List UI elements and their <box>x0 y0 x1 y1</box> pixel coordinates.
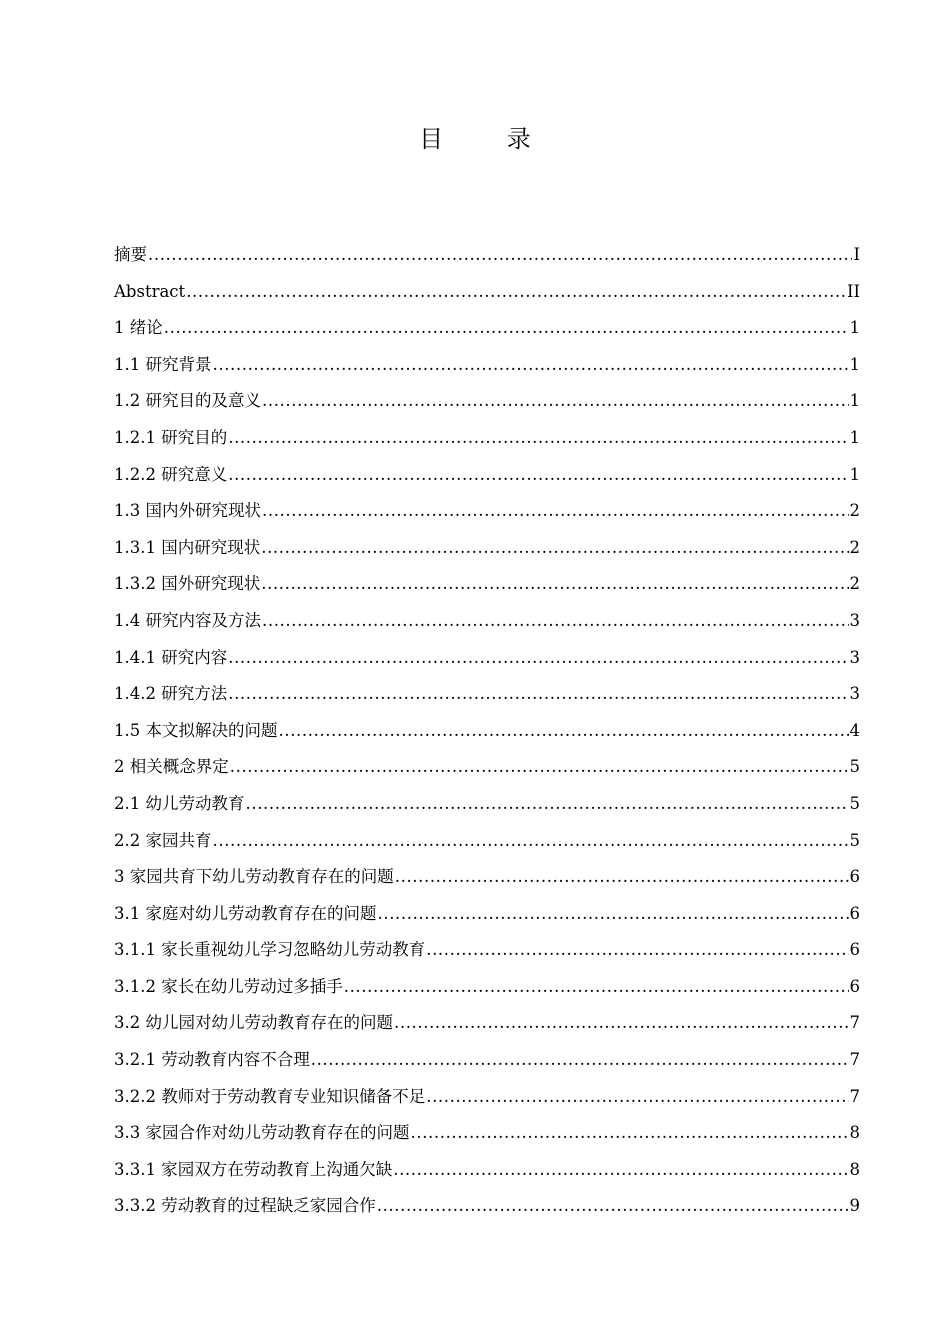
toc-entry-page-number: 7 <box>849 1013 860 1033</box>
toc-entry-label: 1.2 研究目的及意义 <box>114 391 261 411</box>
toc-entry-label: 1.4.1 研究内容 <box>114 647 228 667</box>
toc-dot-leader <box>148 240 852 270</box>
toc-entry[interactable] <box>114 899 860 936</box>
toc-entry[interactable] <box>114 1118 860 1155</box>
toc-entry-label: 1.2.2 研究意义 <box>114 464 228 484</box>
toc-entry-page-number: I <box>853 245 860 264</box>
toc-dot-leader <box>344 972 849 1002</box>
toc-dot-leader <box>261 569 848 599</box>
toc-entry-page-number: 1 <box>849 354 860 374</box>
toc-entry-page-number: 6 <box>849 940 860 960</box>
toc-entry-label: 1.2.1 研究目的 <box>114 427 228 447</box>
toc-dot-leader <box>394 1008 849 1038</box>
toc-entry-page-number: 8 <box>849 1159 860 1179</box>
toc-entry-page-number: 1 <box>849 464 860 484</box>
toc-entry[interactable] <box>114 569 860 606</box>
toc-entry-page-number: 7 <box>849 1050 860 1070</box>
table-of-contents <box>114 240 860 1228</box>
toc-entry[interactable] <box>114 643 860 680</box>
toc-entry-page-number: 5 <box>849 757 860 777</box>
toc-entry-label: 3 家园共育下幼儿劳动教育存在的问题 <box>114 867 394 887</box>
toc-dot-leader <box>262 496 849 526</box>
toc-entry-page-number: 5 <box>849 793 860 813</box>
toc-entry[interactable] <box>114 716 860 753</box>
toc-entry[interactable] <box>114 752 860 789</box>
toc-dot-leader <box>393 1155 848 1185</box>
toc-entry-label: 3.3 家园合作对幼儿劳动教育存在的问题 <box>114 1123 410 1143</box>
toc-dot-leader <box>378 899 849 929</box>
toc-entry-label: 3.2.1 劳动教育内容不合理 <box>114 1050 310 1070</box>
toc-entry-label: 3.3.1 家园双方在劳动教育上沟通欠缺 <box>114 1159 393 1179</box>
toc-entry-page-number: II <box>846 281 860 301</box>
toc-entry[interactable] <box>114 533 860 570</box>
toc-dot-leader <box>377 1191 849 1221</box>
toc-entry[interactable] <box>114 1155 860 1192</box>
toc-entry-page-number: 8 <box>849 1123 860 1143</box>
toc-entry-label: 3.3.2 劳动教育的过程缺乏家园合作 <box>114 1196 376 1216</box>
toc-entry[interactable] <box>114 350 860 387</box>
toc-dot-leader <box>311 1045 849 1075</box>
toc-entry-page-number: 6 <box>849 903 860 923</box>
toc-entry[interactable] <box>114 460 860 497</box>
page-title: 目 录 <box>419 125 559 153</box>
toc-entry[interactable] <box>114 1008 860 1045</box>
toc-entry[interactable] <box>114 935 860 972</box>
toc-entry-page-number: 1 <box>849 391 860 411</box>
toc-entry-label: 1.4 研究内容及方法 <box>114 610 261 630</box>
toc-entry-page-number: 2 <box>849 501 860 521</box>
toc-entry-page-number: 3 <box>849 647 860 667</box>
toc-dot-leader <box>262 386 849 416</box>
toc-entry-page-number: 3 <box>849 610 860 630</box>
toc-dot-leader <box>262 606 849 636</box>
toc-entry-label: 1.5 本文拟解决的问题 <box>114 720 278 740</box>
toc-dot-leader <box>228 643 848 673</box>
toc-entry[interactable] <box>114 240 860 277</box>
toc-entry-label: 摘要 <box>114 245 147 264</box>
toc-entry-page-number: 1 <box>849 427 860 447</box>
toc-entry-label: 1.1 研究背景 <box>114 354 212 374</box>
toc-entry[interactable] <box>114 277 860 314</box>
toc-entry-label: 1 绪论 <box>114 318 163 338</box>
toc-entry-label: 1.4.2 研究方法 <box>114 684 228 704</box>
toc-entry-page-number: 5 <box>849 830 860 850</box>
toc-dot-leader <box>411 1118 849 1148</box>
toc-entry-page-number: 4 <box>849 720 860 740</box>
toc-entry-label: 3.1.2 家长在幼儿劳动过多插手 <box>114 976 343 996</box>
toc-entry-label: 3.2 幼儿园对幼儿劳动教育存在的问题 <box>114 1013 393 1033</box>
toc-dot-leader <box>228 460 848 490</box>
toc-entry[interactable] <box>114 1191 860 1228</box>
toc-entry-label: 1.3.1 国内研究现状 <box>114 537 261 557</box>
toc-entry-label: 3.1.1 家长重视幼儿学习忽略幼儿劳动教育 <box>114 940 426 960</box>
toc-dot-leader <box>426 935 848 965</box>
toc-entry-page-number: 2 <box>849 574 860 594</box>
toc-entry[interactable] <box>114 313 860 350</box>
toc-entry[interactable] <box>114 862 860 899</box>
toc-dot-leader <box>279 716 849 746</box>
toc-entry[interactable] <box>114 826 860 863</box>
toc-dot-leader <box>395 862 849 892</box>
toc-entry-page-number: 6 <box>849 867 860 887</box>
toc-entry[interactable] <box>114 1082 860 1119</box>
toc-entry[interactable] <box>114 496 860 533</box>
toc-entry-label: 2.1 幼儿劳动教育 <box>114 793 245 813</box>
toc-entry-page-number: 3 <box>849 684 860 704</box>
toc-dot-leader <box>230 752 849 782</box>
toc-entry[interactable] <box>114 423 860 460</box>
toc-entry-page-number: 1 <box>849 318 860 338</box>
toc-dot-leader <box>213 350 849 380</box>
toc-entry-page-number: 7 <box>849 1086 860 1106</box>
toc-entry[interactable] <box>114 606 860 643</box>
toc-entry-label: 3.2.2 教师对于劳动教育专业知识储备不足 <box>114 1086 426 1106</box>
toc-dot-leader <box>213 826 849 856</box>
toc-entry-page-number: 2 <box>849 537 860 557</box>
toc-entry-page-number: 9 <box>849 1196 860 1216</box>
toc-entry[interactable] <box>114 1045 860 1082</box>
toc-dot-leader <box>426 1082 848 1112</box>
toc-entry[interactable] <box>114 972 860 1009</box>
toc-dot-leader <box>261 533 848 563</box>
toc-entry[interactable] <box>114 789 860 826</box>
toc-dot-leader <box>228 679 848 709</box>
toc-dot-leader <box>164 313 849 343</box>
toc-dot-leader <box>186 277 846 307</box>
toc-entry-label: 2 相关概念界定 <box>114 757 229 777</box>
toc-entry-label: 1.3.2 国外研究现状 <box>114 574 261 594</box>
toc-entry-page-number: 6 <box>849 976 860 996</box>
toc-entry-label: Abstract <box>114 281 186 301</box>
toc-entry[interactable] <box>114 386 860 423</box>
toc-dot-leader <box>246 789 849 819</box>
toc-entry-label: 3.1 家庭对幼儿劳动教育存在的问题 <box>114 903 377 923</box>
toc-entry[interactable] <box>114 679 860 716</box>
toc-dot-leader <box>228 423 848 453</box>
toc-entry-label: 1.3 国内外研究现状 <box>114 501 261 521</box>
toc-entry-label: 2.2 家园共育 <box>114 830 212 850</box>
